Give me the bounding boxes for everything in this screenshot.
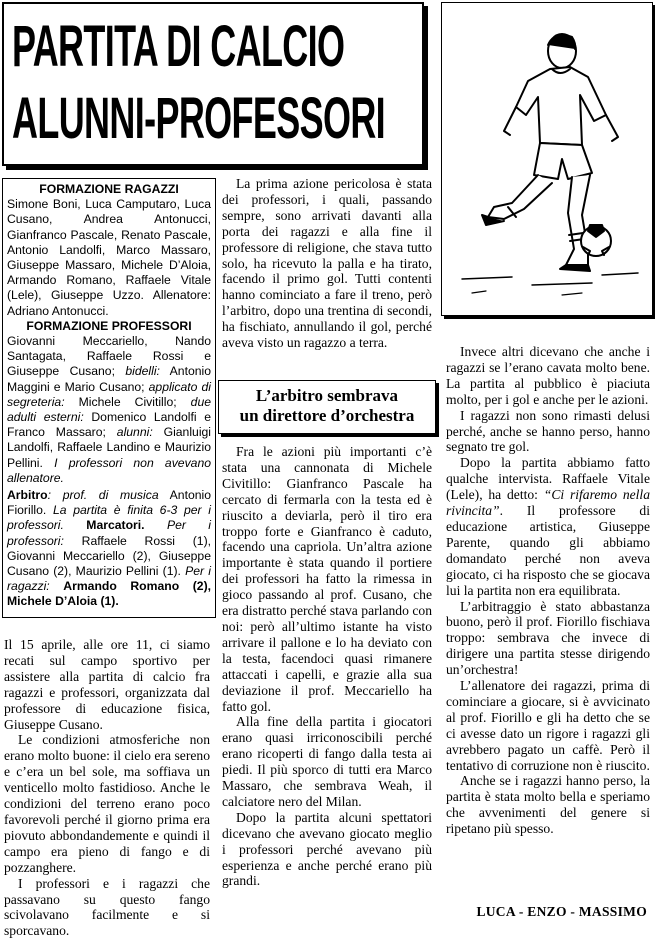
alunni-names: Gianluigi Landolfi, Raffaele Landino e Maurizio Pellini. bbox=[7, 425, 212, 470]
marcatori-label: Marcatori. bbox=[86, 518, 145, 533]
ragazzi-lineup: Simone Boni, Luca Camputaro, Luca Cusano, Andrea Antonucci, Gianfranco Pascale, Renato Pascale, Antonio Landolfi, Marco Massaro, Giuseppe Massaro, Michele D’Aloia, Armando Romano, Raffaele Vitale (Lele), Giuseppe Uzzo. Allenatore: Adriano Antonucci. bbox=[7, 197, 211, 318]
marcatori-ragazzi-label: Per i ragazzi: bbox=[7, 564, 212, 594]
author-signature: LUCA - ENZO - MASSIMO bbox=[476, 904, 647, 919]
title-line-2: ALUNNI-PROFESSORI bbox=[12, 86, 386, 151]
no-coach-note: I professori non avevano allenatore. bbox=[7, 455, 212, 485]
prof-names: Giovanni Meccariello, Nando Santagata, Raffaele Rossi e Giuseppe Cusano; bbox=[7, 334, 211, 379]
marcatori-prof: Raffaele Rossi (1), Giovanni Meccariello (2), Giuseppe Cusano (2), Maurizio Pellini (1). bbox=[7, 533, 212, 579]
marcatori-prof-label: Per i professori: bbox=[7, 518, 211, 548]
esterni-names: Domenico Landolfi e Franco Massaro; bbox=[7, 410, 211, 440]
arbitro-role: : prof. di musica bbox=[47, 488, 159, 503]
interview-intro: Dopo la partita abbiamo fatto qualche intervista. Raffaele Vitale (Lele), ha detto: bbox=[446, 455, 650, 503]
paragraph: Fra le azioni più importanti c’è stata una cannonata di Michele Civitillo: Gianfranco Pascale ha cercato di fermarla con la testa ed è riuscito a deviarla, però il tiro era troppo forte e Gianfranco è caduto, facendo una capriola. Un’altra azione importante è stata quando il portiere dei professori ha fatto la rimessa in gioco passando al prof. Cusano, che era distratto perché stava parlando con noi: però all’ultimo istante ha visto arrivare il pallone e lo ha deviato con la testa, facendoci quasi rimanere attaccati i capelli, e grazie alla sua deviazione il prof. Meccariello ha fatto gol. bbox=[222, 444, 432, 714]
marcatori-ragazzi: Armando Romano (2), Michele D’Aloia (1). bbox=[7, 579, 212, 609]
paragraph: I ragazzi non sono rimasti delusi perché, anche se hanno perso, hanno segnato tre gol. bbox=[446, 407, 650, 455]
paragraph: La prima azione pericolosa è stata dei professori, i quali, passando sempre, sono arrivati davanti alla porta dei ragazzi e alla fine il professore di religione, che stava tutto solo, ha ricevuto la palla e ha tirato, facendo il primo gol. Tutti contenti hanno cominciato a fare il treno, però l’arbitro, dopo una trentina di secondi, ha fischiato, annullando il gol, perché aveva visto un ragazzo a terra. bbox=[222, 176, 432, 351]
paragraph: Le condizioni atmosferiche non erano molto buone: il cielo era sereno e c’era un bel sole, ma soffiava un venticello molto fastidioso. Anche le condizioni del terreno erano poco favorevoli perché il giorno prima era piovuto abbondandemente e quindi il campo era pieno di fango e di pozzanghere. bbox=[4, 732, 210, 875]
paragraph: L’arbitraggio è stato abbastanza buono, però il prof. Fiorillo fischiava troppo: sembrava che invece di dirigere una partita stesse dirigendo un’orchestra! bbox=[446, 598, 650, 678]
paragraph: L’allenatore dei ragazzi, prima di cominciare a giocare, si è avvicinato al prof. Fiorillo e gli ha detto che se ci avesse dato un rigore i ragazzi gli avrebbero pagato un caffè. Però il tentativo di corruzione non è riuscito. bbox=[446, 678, 650, 773]
interview-rest: . Il professore di educazione artistica, Giuseppe Parente, quando gli abbiamo domandato perché non aveva giocato, ci ha risposto che se giocava lui la partita non era equilibrata. bbox=[446, 503, 650, 598]
subheading-line-2: un direttore d’orchestra bbox=[239, 406, 415, 425]
paragraph: Alla fine della partita i giocatori erano quasi irriconoscibili perché erano ricoperti di fango dalla testa ai piedi. Il più sporco di tutti era Marco Massaro, che sembrava Weah, il calciatore nero del Milan. bbox=[222, 714, 432, 809]
paragraph: Anche se i ragazzi hanno perso, la partita è stata molto bella e speriamo che avvenimenti del genere si ripetano più spesso. bbox=[446, 773, 650, 837]
title-line-1: PARTITA DI CALCIO bbox=[12, 14, 345, 79]
segreteria-label: applicato di segreteria: bbox=[7, 379, 211, 409]
column-2-bottom bbox=[222, 444, 432, 889]
subheading-box bbox=[218, 380, 436, 434]
lineups-box bbox=[2, 178, 216, 618]
segreteria-names: Michele Civitillo; bbox=[78, 394, 177, 409]
arbitro-line bbox=[7, 488, 211, 610]
illustration-box bbox=[441, 2, 653, 316]
subheading-line-1: L’arbitro sembrava bbox=[255, 386, 399, 405]
soccer-player-icon bbox=[442, 3, 652, 315]
paragraph-interview bbox=[446, 455, 650, 598]
ragazzi-heading: FORMAZIONE RAGAZZI bbox=[39, 182, 179, 196]
professori-heading: FORMAZIONE PROFESSORI bbox=[26, 318, 192, 333]
interview-quote: “Ci rifaremo nella rivincita” bbox=[446, 487, 650, 519]
esterni-label: due adulti esterni: bbox=[7, 394, 212, 425]
column-2-top bbox=[222, 176, 432, 351]
arbitro-name: Antonio Fiorillo. bbox=[7, 488, 211, 518]
alunni-label: alunni: bbox=[116, 425, 153, 440]
column-3 bbox=[446, 344, 650, 837]
paragraph: Dopo la partita alcuni spettatori dicevano che avevano giocato meglio i professori perché avevano più esperienza e anche perché erano più grandi. bbox=[222, 809, 432, 889]
column-1 bbox=[4, 637, 210, 939]
arbitro-label: Arbitro bbox=[7, 488, 48, 503]
final-result: La partita è finita 6-3 per i professori. bbox=[7, 503, 211, 533]
professori-lineup bbox=[7, 334, 211, 486]
paragraph: Il 15 aprile, alle ore 11, ci siamo recati sul campo sportivo per assistere alla partita di calcio fra ragazzi e professori, organizzata dal professore di educazione fisica, Giuseppe Cusano. bbox=[4, 637, 210, 732]
paragraph: I professori e i ragazzi che passavano su questo fango scivolavano facilmente e si sporcavano. bbox=[4, 875, 210, 939]
bidelli-label: bidelli: bbox=[125, 364, 160, 379]
bidelli-names: Antonio Maggini e Mario Cusano; bbox=[7, 364, 212, 394]
title-box bbox=[2, 2, 424, 166]
paragraph: Invece altri dicevano che anche i ragazzi se l’erano cavata molto bene. La partita al pubblico è piaciuta molto, per i gol e anche per le azioni. bbox=[446, 344, 650, 407]
